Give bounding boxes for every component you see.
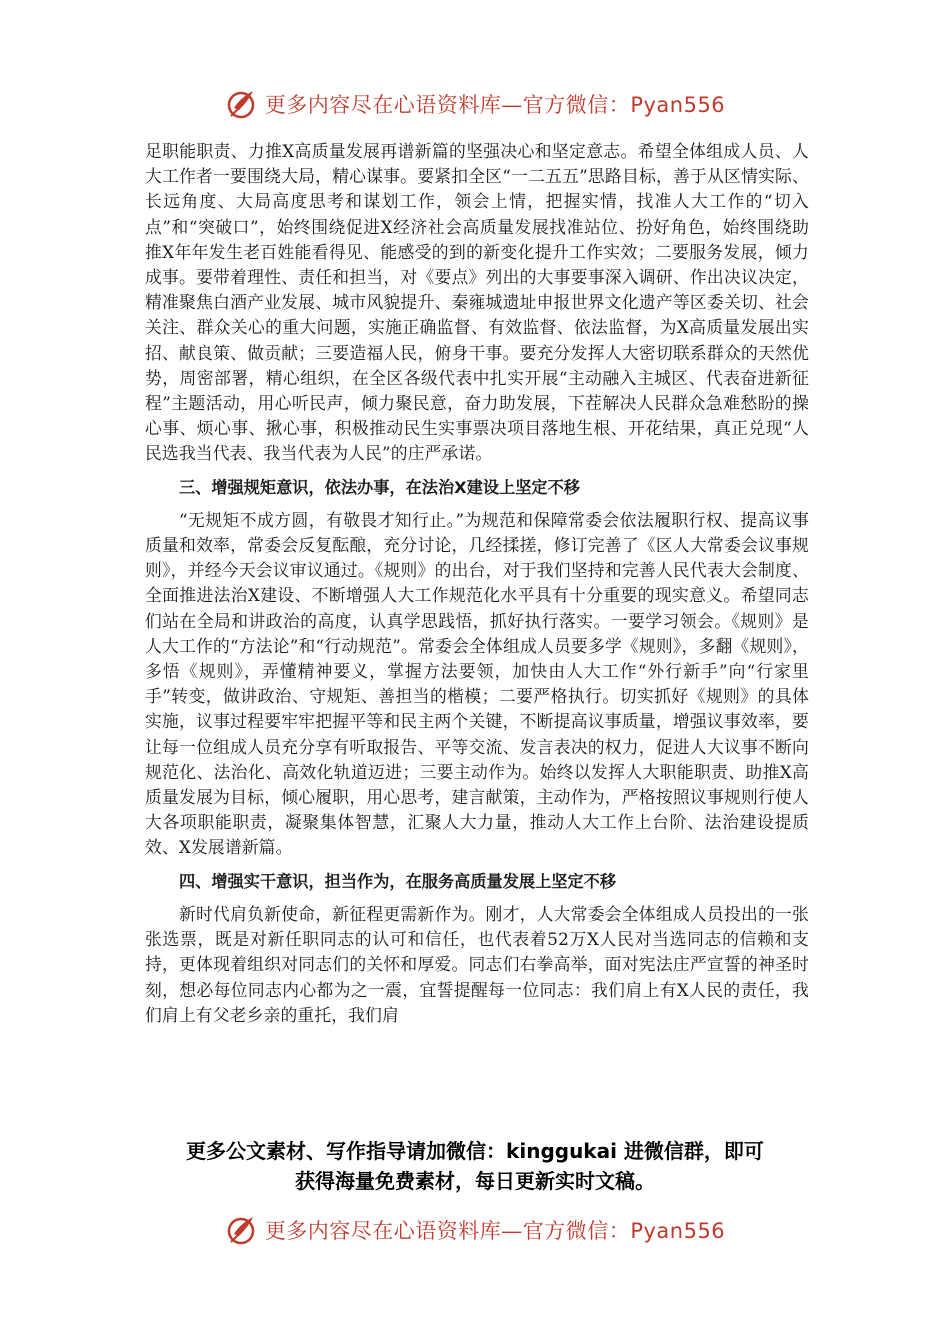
paragraph-rules: “无规矩不成方圆，有敬畏才知行止。”为规范和保障常委会依法履职行权、提高议事质量和效率，常委会反复酝酿，充分讨论，几经揉搓，修订完善了《区人大常委会议事规则》，并经今天会议审议通过。《规则》的出台，对于我们坚持和完善人民代表大会制度、全面推进法治X建设、不断增强人大工作规范化水平具有十分重要的现实意义。希望同志们站在全局和讲政治的高度，认真学思践悟，抓好执行落实。一要学习领会。《规则》是人大工作的“方法论”和“行动规范”。常委会全体组成人员要多学《规则》，多翻《规则》，多悟《规则》，弄懂精神要义，掌握方法要领，加快由人大工作“外行新手”向“行家里手”转变，做讲政治、守规矩、善担当的楷模；二要严格执行。切实抓好《规则》的具体实施，议事过程要牢牢把握平等和民主两个关键，不断提高议事质量，增强议事效率，要让每一位组成人员充分享有听取报告、平等交流、发言表决的权力，促进人大议事不断向规范化、法治化、高效化轨道迈进；三要主动作为。始终以发挥人大职能职责、助推X高质量发展为目标，倾心履职，用心思考，建言献策，主动作为，严格按照议事规则行使人大各项职能职责，凝聚集体智慧，汇聚人大力量，推动人大工作上台阶、法治建设提质效、X发展谱新篇。 <box>145 509 809 858</box>
promo-line-1: 更多公文素材、写作指导请加微信：kinggukai 进微信群，即可 <box>186 1139 764 1163</box>
banner-text: 更多内容尽在心语资料库—官方微信： <box>264 93 631 117</box>
section-heading-4: 四、增强实干意识，担当作为，在服务高质量发展上坚定不移 <box>179 871 617 891</box>
paragraph-continued: 足职能职责、力推X高质量发展再谱新篇的坚强决心和坚定意志。希望全体组成人员、人大工作者一要围绕大局，精心谋事。要紧扣全区“一二五五”思路目标，善于从区情实际、长远角度、大局高度思考和谋划工作，领会上情，把握实情，找准人大工作的“切入点”和“突破口”，始终围绕促进X经济社会高质量发展找准站位、扮好角色，始终围绕助推X年年发生老百姓能看得见、能感受的到的新变化提升工作实效；二要服务发展，倾力成事。要带着理性、责任和担当，对《要点》列出的大事要事深入调研、作出决议决定，精准聚焦白酒产业发展、城市风貌提升、秦雍城遗址申报世界文化遗产等区委关切、社会关注、群众关心的重大问题，实施正确监督、有效监督、依法监督，为X高质量发展出实招、献良策、做贡献；三要造福人民，俯身干事。要充分发挥人大密切联系群众的天然优势，周密部署，精心组织，在全区各级代表中扎实开展“主动融入主城区、代表奋进新征程”主题活动，用心听民声，倾力聚民意，奋力助发展，下茬解决人民群众急难愁盼的操心事、烦心事、揪心事，积极推动民生实事票决项目落地生根、开花结果，真正兑现“人民选我当代表、我当代表为人民”的庄严承诺。 <box>145 141 809 464</box>
quill-logo-icon <box>225 86 261 122</box>
footer-banner <box>0 1210 950 1250</box>
banner-wechat-id: Pyan556 <box>630 1219 726 1243</box>
section-heading-3: 三、增强规矩意识，依法办事，在法治X建设上坚定不移 <box>179 477 580 497</box>
quill-logo-icon <box>225 1212 261 1248</box>
document-body <box>145 139 809 1028</box>
banner-text: 更多内容尽在心语资料库—官方微信： <box>264 1219 631 1243</box>
header-banner <box>0 84 950 124</box>
banner-wechat-id: Pyan556 <box>630 93 726 117</box>
promo-line-2: 获得海量免费素材，每日更新实时文稿。 <box>295 1169 655 1193</box>
paragraph-action: 新时代肩负新使命，新征程更需新作为。刚才，人大常委会全体组成人员投出的一张张选票，既是对新任职同志的认可和信任，也代表着52万X人民对当选同志的信赖和支持，更体现着组织对同志们的关怀和厚爱。同志们右拳高举，面对宪法庄严宣誓的神圣时刻，想必每位同志内心都为之一震，宜誓提醒每一位同志：我们肩上有X人民的责任，我们肩上有父老乡亲的重托，我们肩 <box>145 903 809 1025</box>
promo-notice <box>0 1136 950 1196</box>
